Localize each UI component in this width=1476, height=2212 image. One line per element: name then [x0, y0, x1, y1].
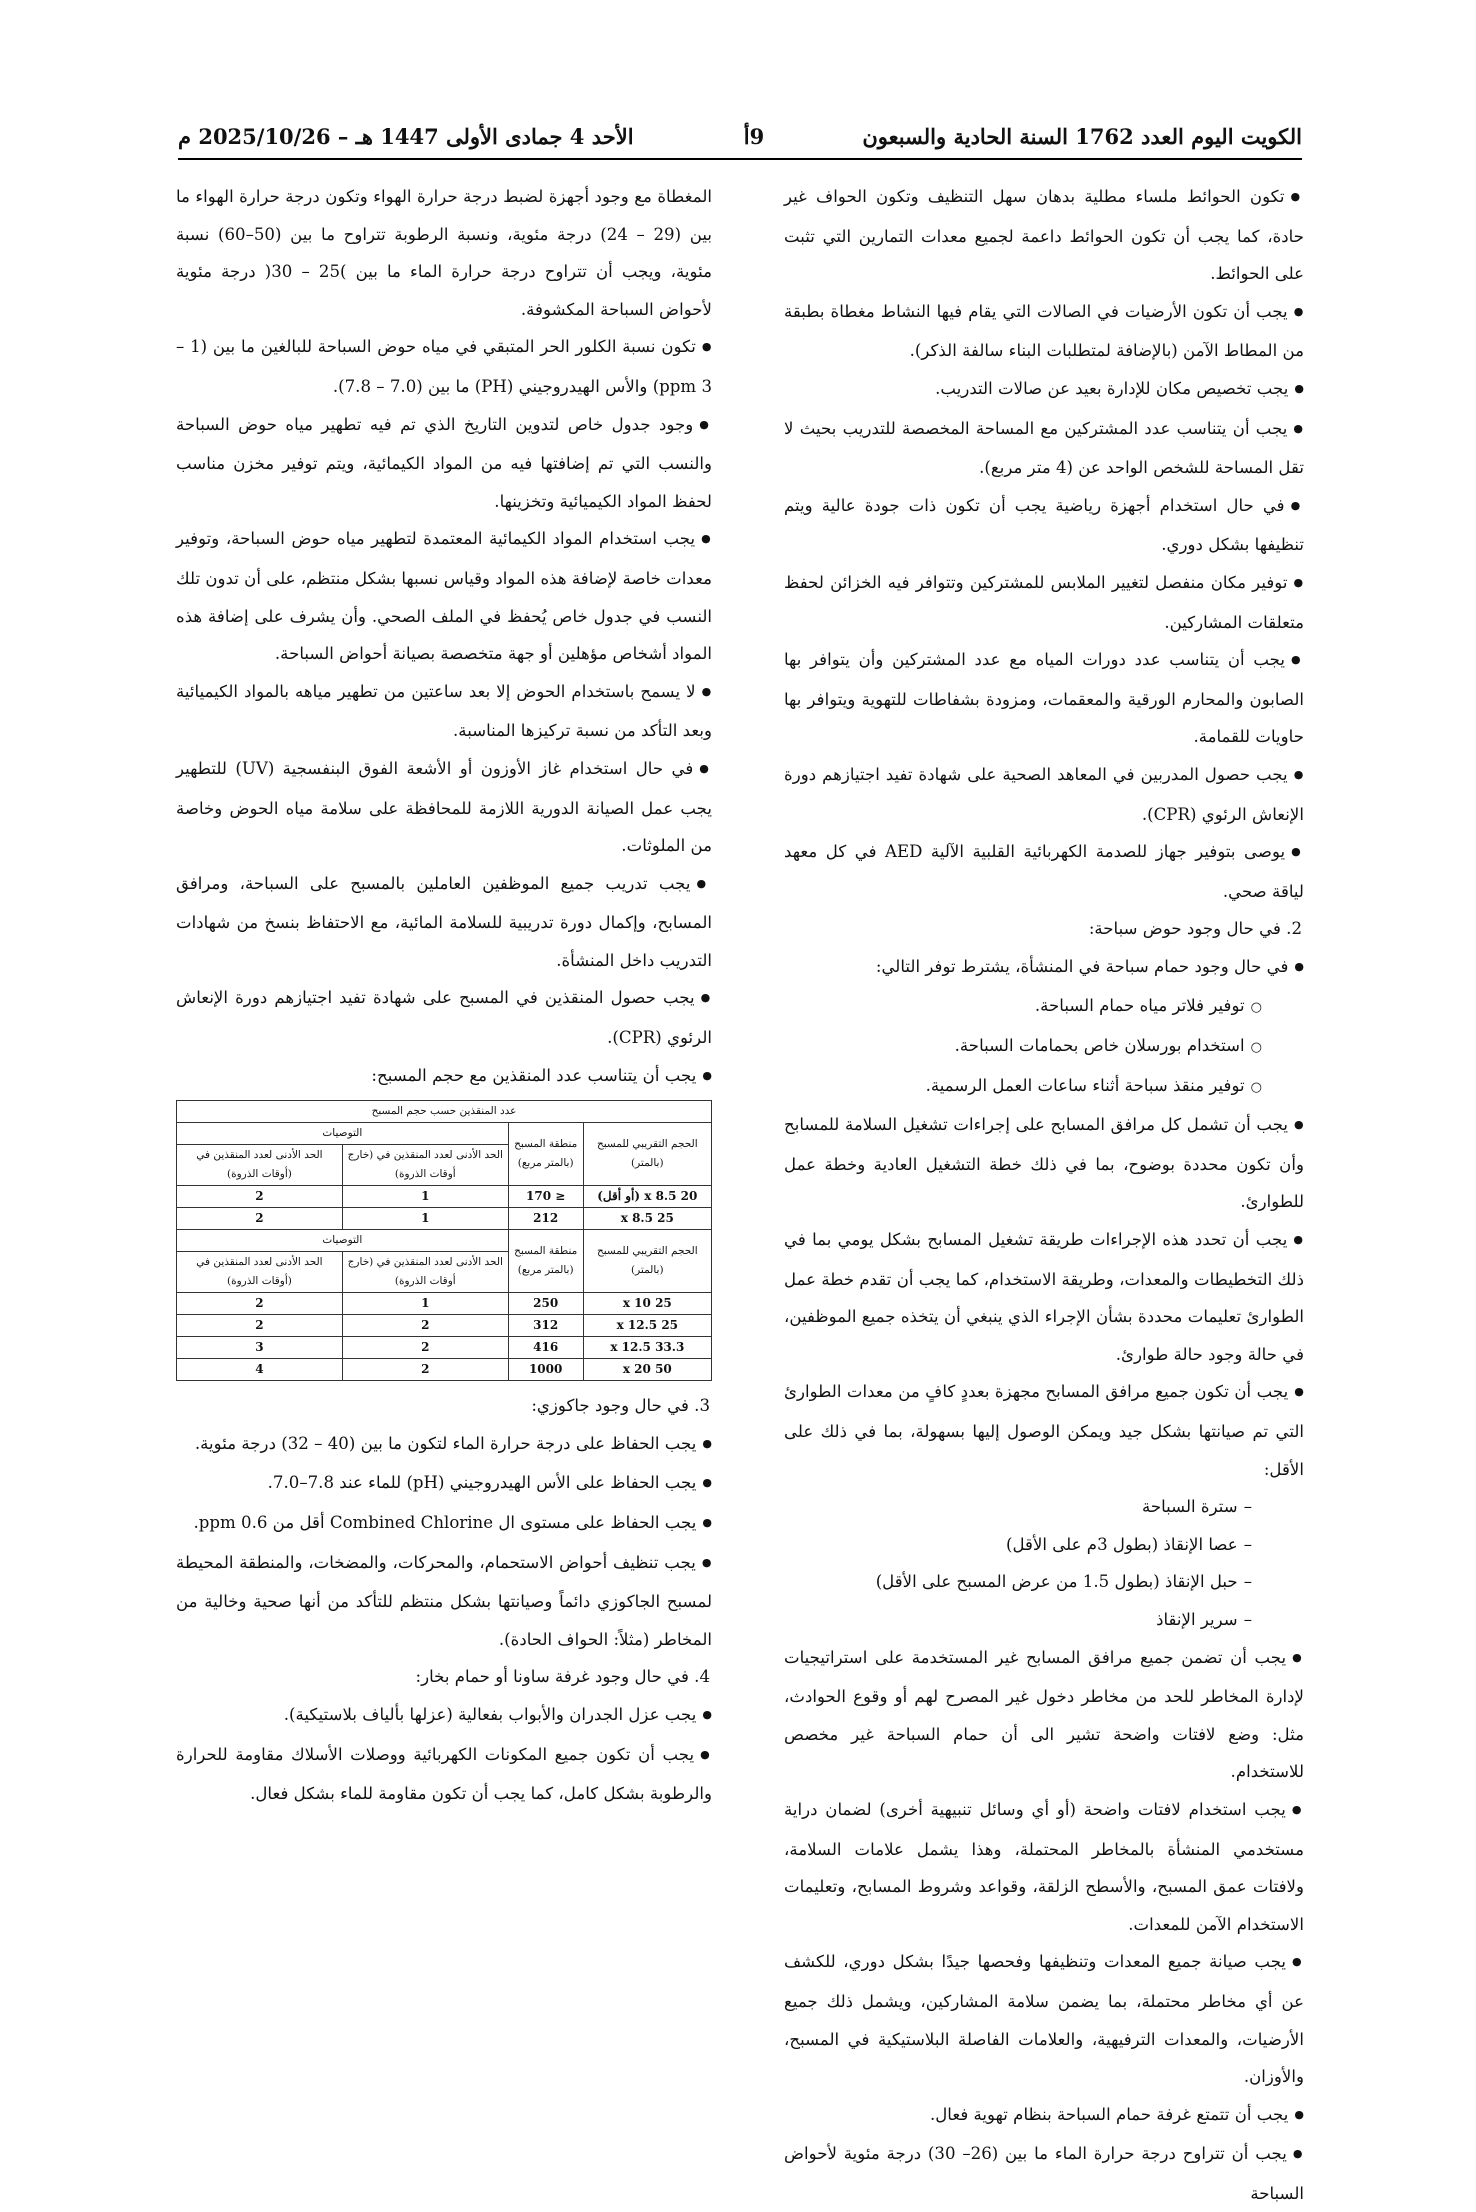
right-column [784, 178, 1304, 2212]
lifeguard-table [176, 1100, 712, 1381]
paragraph: ● في حال استخدام غاز الأوزون أو الأشعة الفوق البنفسجية (UV) للتطهير يجب عمل الصيانة الدورية اللازمة للمحافظة على سلامة مياه الحوض وخاصة من الملوثات. [176, 750, 712, 865]
header-peak: الحد الأدنى لعدد المنقذين في (أوقات الذروة) [177, 1252, 343, 1293]
cell-offpeak: 1 [342, 1293, 508, 1315]
header-peak: الحد الأدنى لعدد المنقذين في (أوقات الذروة) [177, 1145, 343, 1186]
section-heading: 3. في حال وجود جاكوزي: [531, 1396, 710, 1416]
section-heading: 4. في حال وجود غرفة ساونا أو حمام بخار: [415, 1667, 710, 1687]
paragraph: ● يجب أن تكون جميع مرافق المسابح مجهزة بعددٍ كافٍ من معدات الطوارئ التي تم صيانتها بشكل جيد ويمكن الوصول إليها بسهولة، بما في ذلك على الأقل: [784, 1373, 1304, 1488]
paragraph: ● يجب صيانة جميع المعدات وتنظيفها وفحصها جيدًا بشكل دوري، للكشف عن أي مخاطر محتملة، بما يضمن سلامة المشاركين، ويشمل ذلك جميع الأرضيات، والمعدات الترفيهية، والعلامات الفاصلة البلاستيكية في المسبح، والأوزان. [784, 1943, 1304, 2095]
cell-peak: 3 [177, 1337, 343, 1359]
paragraph: – سرير الإنقاذ [784, 1601, 1304, 1639]
table-row [177, 1315, 712, 1337]
cell-size: 25 x 10 [583, 1293, 711, 1315]
paragraph: ● يوصى بتوفير جهاز للصدمة الكهربائية القلبية الآلية AED في كل معهد لياقة صحي. [784, 833, 1304, 910]
paragraph: ● في حال استخدام أجهزة رياضية يجب أن تكون ذات جودة عالية ويتم تنظيفها بشكل دوري. [784, 487, 1304, 564]
cell-size: 20 x 8.5 (أو أقل) [583, 1186, 711, 1208]
header-area: منطقة المسبح (بالمتر مربع) [508, 1123, 583, 1186]
cell-area: 250 [508, 1293, 583, 1315]
cell-area: 312 [508, 1315, 583, 1337]
paragraph: ● يجب أن تتراوح درجة حرارة الماء ما بين (26– 30) درجة مئوية لأحواض السباحة [784, 2135, 1304, 2212]
header-offpeak: الحد الأدنى لعدد المنقذين في (خارج أوقات الذروة) [342, 1252, 508, 1293]
table-row [177, 1293, 712, 1315]
paragraph: ● لا يسمح باستخدام الحوض إلا بعد ساعتين من تطهير مياهه بالمواد الكيميائية وبعد التأكد من نسبة تركيزها المناسبة. [176, 673, 712, 750]
paragraph: ● يجب تدريب جميع الموظفين العاملين بالمسبح على السباحة، ومرافق المسابح، وإكمال دورة تدريبية للسلامة المائية، مع الاحتفاظ بنسخ من شهادات التدريب داخل المنشأة. [176, 865, 712, 980]
paragraph: – عصا الإنقاذ (بطول 3م على الأقل) [784, 1526, 1304, 1564]
paragraph: ● يجب استخدام المواد الكيمائية المعتمدة لتطهير مياه حوض السباحة، وتوفير معدات خاصة لإضافة هذه المواد وقياس نسبها بشكل منتظم، على أن تدون تلك النسب في جدول خاص يُحفظ في الملف الصحي. وأن يشرف على إضافة هذه المواد أشخاص مؤهلين أو جهة متخصصة بصيانة أحواض السباحة. [176, 520, 712, 672]
paragraph: – حبل الإنقاذ (بطول 1.5 من عرض المسبح على الأقل) [784, 1563, 1304, 1601]
cell-area: ≤ 170 [508, 1186, 583, 1208]
paragraph: ● يجب أن يتناسب عدد المنقذين مع حجم المسبح: [176, 1057, 712, 1097]
paragraph: ● يجب أن تكون الأرضيات في الصالات التي يقام فيها النشاط مغطاة بطبقة من المطاط الآمن (بالإضافة لمتطلبات البناء سالفة الذكر). [784, 293, 1304, 370]
cell-peak: 2 [177, 1208, 343, 1230]
cell-area: 416 [508, 1337, 583, 1359]
cell-peak: 2 [177, 1186, 343, 1208]
cell-size: 25 x 8.5 [583, 1208, 711, 1230]
cell-offpeak: 1 [342, 1186, 508, 1208]
table-row [177, 1208, 712, 1230]
paragraph: ● يجب أن تكون جميع المكونات الكهربائية ووصلات الأسلاك مقاومة للحرارة والرطوبة بشكل كامل، كما يجب أن تكون مقاومة للماء بشكل فعال. [176, 1736, 712, 1813]
paragraph: ○ توفير فلاتر مياه حمام السباحة. [784, 987, 1304, 1027]
header-size: الحجم التقريبي للمسبح (بالمتر) [583, 1123, 711, 1186]
left-column [176, 178, 712, 1813]
header-recommendations: التوصيات [177, 1123, 509, 1145]
paragraph: ● يجب الحفاظ على مستوى ال Combined Chlorine أقل من 0.6 ppm. [176, 1504, 712, 1544]
paragraph: ● يجب تخصيص مكان للإدارة بعيد عن صالات التدريب. [784, 370, 1304, 410]
paragraph: ● يجب عزل الجدران والأبواب بفعالية (عزلها بألياف بلاستيكية). [176, 1696, 712, 1736]
header-recommendations: التوصيات [177, 1230, 509, 1252]
page-number: 9أ [743, 124, 765, 149]
paragraph: ● وجود جدول خاص لتدوين التاريخ الذي تم فيه تطهير مياه حوض السباحة والنسب التي تم إضافتها فيه من المواد الكيمائية، ويتم توفير مخزن مناسب لحفظ المواد الكيميائية وتخزينها. [176, 406, 712, 521]
header-offpeak: الحد الأدنى لعدد المنقذين في (خارج أوقات الذروة) [342, 1145, 508, 1186]
paragraph: ● يجب الحفاظ على درجة حرارة الماء لتكون ما بين (40 – 32) درجة مئوية. [176, 1425, 712, 1465]
paragraph: ● يجب أن تحدد هذه الإجراءات طريقة تشغيل المسابح بشكل يومي بما في ذلك التخطيطات والمعدات، وطريقة الاستخدام، كما يجب أن تقدم خطة عمل الطوارئ تعليمات محددة بشأن الإجراء الذي ينبغي أن يتخذه جميع الموظفين، في حالة وجود حالة طوارئ. [784, 1221, 1304, 1373]
section-heading: 2. في حال وجود حوض سباحة: [1088, 919, 1302, 939]
cell-offpeak: 2 [342, 1315, 508, 1337]
paragraph: ● في حال وجود حمام سباحة في المنشأة، يشترط توفر التالي: [784, 948, 1304, 988]
table-row [177, 1359, 712, 1381]
paragraph: ● يجب استخدام لافتات واضحة (أو أي وسائل تنبيهية أخرى) لضمان دراية مستخدمي المنشأة بالمخاطر المحتملة، وهذا يشمل علامات السلامة، ولافتات عمق المسبح، والأسطح الزلقة، وقواعد وشروط المسابح، وتعليمات الاستخدام الآمن للمعدات. [784, 1791, 1304, 1943]
cell-size: 33.3 x 12.5 [583, 1337, 711, 1359]
cell-peak: 2 [177, 1315, 343, 1337]
cell-area: 1000 [508, 1359, 583, 1381]
paragraph: ● يجب حصول المدربين في المعاهد الصحية على شهادة تفيد اجتيازهم دورة الإنعاش الرئوي (CPR). [784, 756, 1304, 833]
paragraph: ● تكون الحوائط ملساء مطلية بدهان سهل التنظيف وتكون الحواف غير حادة، كما يجب أن تكون الحوائط داعمة لجميع معدات التمارين التي تثبت على الحوائط. [784, 178, 1304, 293]
paragraph: ● تكون نسبة الكلور الحر المتبقي في مياه حوض السباحة للبالغين ما بين (1 – 3 ppm) والأس الهيدروجيني (PH) ما بين (7.0 – 7.8). [176, 328, 712, 405]
issue-date: الأحد 4 جمادى الأولى 1447 هـ – 2025/10/26 م [178, 124, 634, 149]
paragraph: ● يجب الحفاظ على الأس الهيدروجيني (pH) للماء عند 7.8–7.0. [176, 1464, 712, 1504]
left-column-bottom [176, 1387, 712, 1813]
cell-offpeak: 1 [342, 1208, 508, 1230]
header-area: منطقة المسبح (بالمتر مربع) [508, 1230, 583, 1293]
cell-peak: 4 [177, 1359, 343, 1381]
paragraph: ● يجب أن تتمتع غرفة حمام السباحة بنظام تهوية فعال. [784, 2096, 1304, 2136]
paragraph: ● يجب أن تشمل كل مرافق المسابح على إجراءات تشغيل السلامة للمسابح وأن تكون محددة بوضوح، بما في ذلك خطة التشغيل العادية وخطة عمل للطوارئ. [784, 1106, 1304, 1221]
cell-offpeak: 2 [342, 1359, 508, 1381]
paragraph: ● يجب أن يتناسب عدد المشتركين مع المساحة المخصصة للتدريب بحيث لا تقل المساحة للشخص الواحد عن (4 متر مربع). [784, 410, 1304, 487]
issue-info: الكويت اليوم العدد 1762 السنة الحادية والسبعون [862, 124, 1302, 149]
paragraph: ● يجب تنظيف أحواض الاستحمام، والمحركات، والمضخات، والمنطقة المحيطة لمسبح الجاكوزي دائماً وصيانتها بشكل منتظم للتأكد من أنها صحية وخالية من المخاطر (مثلاً: الحواف الحادة). [176, 1544, 712, 1659]
paragraph: ● يجب أن تضمن جميع مرافق المسابح غير المستخدمة على استراتيجيات لإدارة المخاطر للحد من مخاطر دخول غير المصرح لهم أو وقوع الحوادث، مثل: وضع لافتات واضحة تشير الى أن حمام السباحة غير مخصص للاستخدام. [784, 1639, 1304, 1791]
cell-size: 25 x 12.5 [583, 1315, 711, 1337]
table-row [177, 1337, 712, 1359]
cell-area: 212 [508, 1208, 583, 1230]
paragraph: المغطاة مع وجود أجهزة لضبط درجة حرارة الهواء وتكون درجة حرارة الهواء ما بين (29 – 24) درجة مئوية، ونسبة الرطوبة تتراوح ما بين (50–60) نسبة مئوية، ويجب أن تتراوح درجة حرارة الماء ما بين )25 – 30( درجة مئوية لأحواض السباحة المكشوفة. [176, 187, 712, 319]
page-header [178, 122, 1302, 160]
cell-size: 50 x 20 [583, 1359, 711, 1381]
paragraph: – سترة السباحة [784, 1488, 1304, 1526]
paragraph: ○ استخدام بورسلان خاص بحمامات السباحة. [784, 1027, 1304, 1067]
header-size: الحجم التقريبي للمسبح (بالمتر) [583, 1230, 711, 1293]
paragraph: ○ توفير منقذ سباحة أثناء ساعات العمل الرسمية. [784, 1067, 1304, 1107]
paragraph: ● يجب حصول المنقذين في المسبح على شهادة تفيد اجتيازهم دورة الإنعاش الرئوي (CPR). [176, 979, 712, 1056]
paragraph: ● يجب أن يتناسب عدد دورات المياه مع عدد المشتركين وأن يتوافر بها الصابون والمحارم الورقية والمعقمات، ومزودة بشفاطات للتهوية ويتوافر بها حاويات للقمامة. [784, 641, 1304, 756]
left-column-top [176, 178, 712, 1096]
cell-peak: 2 [177, 1293, 343, 1315]
cell-offpeak: 2 [342, 1337, 508, 1359]
paragraph: ● توفير مكان منفصل لتغيير الملابس للمشتركين وتتوافر فيه الخزائن لحفظ متعلقات المشاركين. [784, 564, 1304, 641]
table-title: عدد المنقذين حسب حجم المسبح [177, 1101, 712, 1123]
table-row [177, 1186, 712, 1208]
